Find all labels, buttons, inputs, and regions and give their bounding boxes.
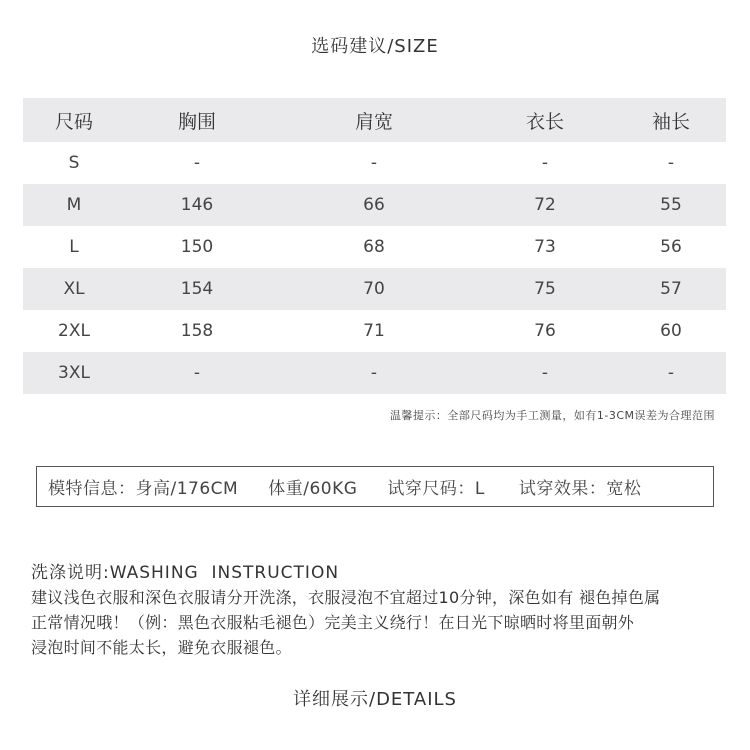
table-row	[23, 184, 726, 226]
table-cell: -	[193, 363, 201, 383]
table-cell: S	[68, 153, 80, 173]
table-cell: -	[370, 153, 378, 173]
table-cell: 3XL	[58, 363, 90, 383]
measurement-tip: 温馨提示：全部尺码均为手工测量，如有1-3CM误差为合理范围	[389, 409, 715, 422]
table-header-row	[23, 98, 726, 142]
table-cell: -	[667, 363, 675, 383]
details-section-title: 详细展示/DETAILS	[293, 689, 457, 710]
header-shoulder: 肩宽	[354, 110, 393, 133]
header-chest: 胸围	[177, 110, 216, 133]
table-cell: -	[370, 363, 378, 383]
table-cell: 146	[180, 195, 214, 215]
size-section-title: 选码建议/SIZE	[311, 36, 439, 57]
table-cell: 2XL	[58, 321, 90, 341]
table-cell: 72	[534, 195, 556, 215]
washing-line: 正常情况哦！（例：黑色衣服粘毛褪色）完美主义绕行！在日光下晾晒时将里面朝外	[31, 613, 635, 632]
header-size: 尺码	[54, 110, 93, 133]
table-cell: L	[69, 237, 79, 257]
table-cell: -	[667, 153, 675, 173]
table-row	[23, 268, 726, 310]
size-table	[23, 98, 726, 394]
model-trial-size: 试穿尺码：L	[387, 479, 485, 499]
model-weight: 体重/60KG	[268, 479, 358, 499]
washing-title: 洗涤说明:WASHING INSTRUCTION	[31, 563, 340, 583]
table-row	[23, 352, 726, 394]
table-cell: 75	[534, 279, 556, 299]
table-cell: -	[541, 153, 549, 173]
table-cell: 66	[363, 195, 385, 215]
washing-line: 建议浅色衣服和深色衣服请分开洗涤，衣服浸泡不宜超过10分钟，深色如有 褪色掉色属	[31, 588, 661, 607]
table-cell: 56	[660, 237, 682, 257]
header-length: 衣长	[525, 110, 564, 133]
table-cell: -	[193, 153, 201, 173]
table-cell: M	[66, 195, 82, 215]
table-cell: 150	[180, 237, 214, 257]
model-height: 模特信息：身高/176CM	[48, 479, 239, 499]
header-sleeve: 袖长	[651, 110, 690, 133]
table-cell: XL	[63, 279, 85, 299]
table-cell: -	[541, 363, 549, 383]
table-row	[23, 226, 726, 268]
table-row	[23, 142, 726, 184]
table-cell: 76	[534, 321, 556, 341]
table-cell: 154	[180, 279, 214, 299]
table-row	[23, 310, 726, 352]
table-cell: 60	[660, 321, 682, 341]
table-cell: 68	[363, 237, 385, 257]
model-info-box	[36, 466, 714, 507]
table-cell: 57	[660, 279, 682, 299]
model-trial-effect: 试穿效果：宽松	[518, 479, 642, 499]
table-cell: 158	[180, 321, 214, 341]
washing-line: 浸泡时间不能太长，避免衣服褪色。	[31, 638, 292, 657]
table-cell: 55	[660, 195, 682, 215]
table-cell: 73	[534, 237, 556, 257]
table-cell: 70	[363, 279, 385, 299]
table-cell: 71	[363, 321, 385, 341]
